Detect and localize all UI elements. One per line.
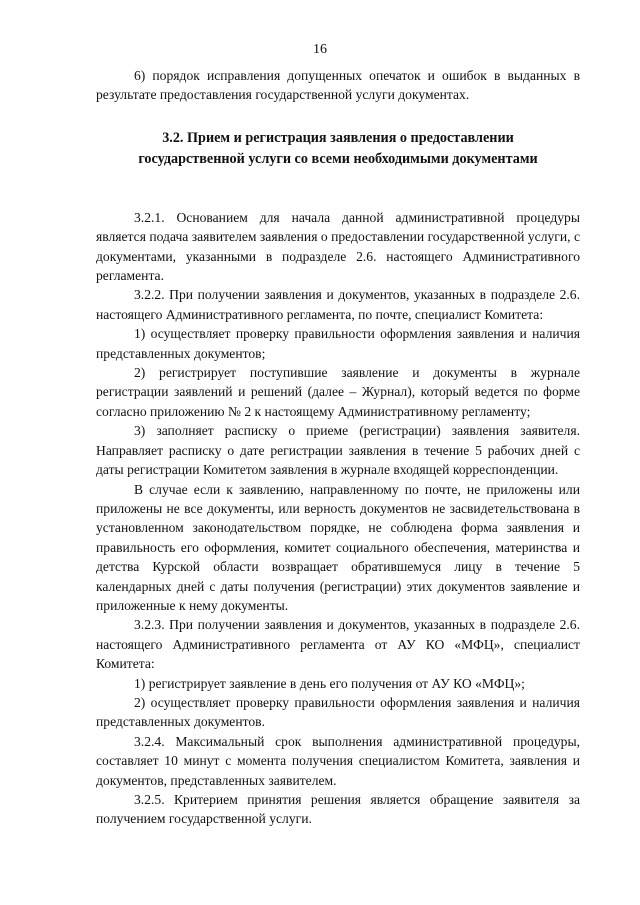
intro-paragraph: 6) порядок исправления допущенных опечаток и ошибок в выданных в результате предоставления государственной услуги документах. <box>96 68 580 103</box>
list-item-2: 2) регистрирует поступившие заявление и документы в журнале регистрации заявлений и решений (далее – Журнал), который ведется по форме согласно приложению № 2 к настоящему Административному регламенту; <box>96 365 580 419</box>
list-item-1: 1) осуществляет проверку правильности оформления заявления и наличия представленных документов; <box>96 326 580 361</box>
list-item-3: 3) заполняет расписку о приеме (регистрации) заявления заявителя. Направляет расписку о дате регистрации заявления в течение 5 рабочих дней с даты регистрации Комитетом заявления в журнале входящей корреспонденции. <box>96 423 580 478</box>
paragraph-3-2-1: 3.2.1. Основанием для начала данной административной процедуры является подача заявителем заявления о предоставлении государственной услуги, с документами, указанными в подразделе 2.6. настоящего Административного регламента. <box>96 209 580 284</box>
paragraph-3-2-3: 3.2.3. При получении заявления и документов, указанных в подразделе 2.6. настоящего Административного регламента от АУ КО «МФЦ», специалист Комитета: <box>96 617 580 672</box>
paragraph-3-2-5: 3.2.5. Критерием принятия решения является обращение заявителя за получением государственной услуги. <box>96 792 580 827</box>
section-heading-line-1: 3.2. Прием и регистрация заявления о предоставлении <box>162 129 514 146</box>
list-item-mfc-2: 2) осуществляет проверку правильности оформления заявления и наличия представленных документов. <box>96 694 580 730</box>
section-heading <box>96 128 580 170</box>
section-heading-line-2: государственной услуги со всеми необходимыми документами <box>138 150 538 167</box>
document-body <box>96 66 580 829</box>
paragraph-3-2-4: 3.2.4. Максимальный срок выполнения административной процедуры, составляет 10 минут с момента получения специалистом Комитета, заявления и документов, представленных заявителем. <box>96 733 580 788</box>
list-item-mfc-1: 1) регистрирует заявление в день его получения от АУ КО «МФЦ»; <box>134 675 525 691</box>
paragraph-3-2-2: 3.2.2. При получении заявления и документов, указанных в подразделе 2.6. настоящего Административного регламента, по почте, специалист Комитета: <box>96 287 580 322</box>
page-number: 16 <box>313 42 327 57</box>
paragraph-return-case: В случае если к заявлению, направленному по почте, не приложены или приложены не все документы, или верность документов не засвидетельствована в установленном законодательством порядке, не соблюдена форма заявления и правильность его оформления, комитет социального обеспечения, материнства и детства Курской области возвращает обратившемуся лицу в течение 5 календарных дней с даты получения (регистрации) этих документов заявление и приложенные к нему документы. <box>96 481 580 613</box>
